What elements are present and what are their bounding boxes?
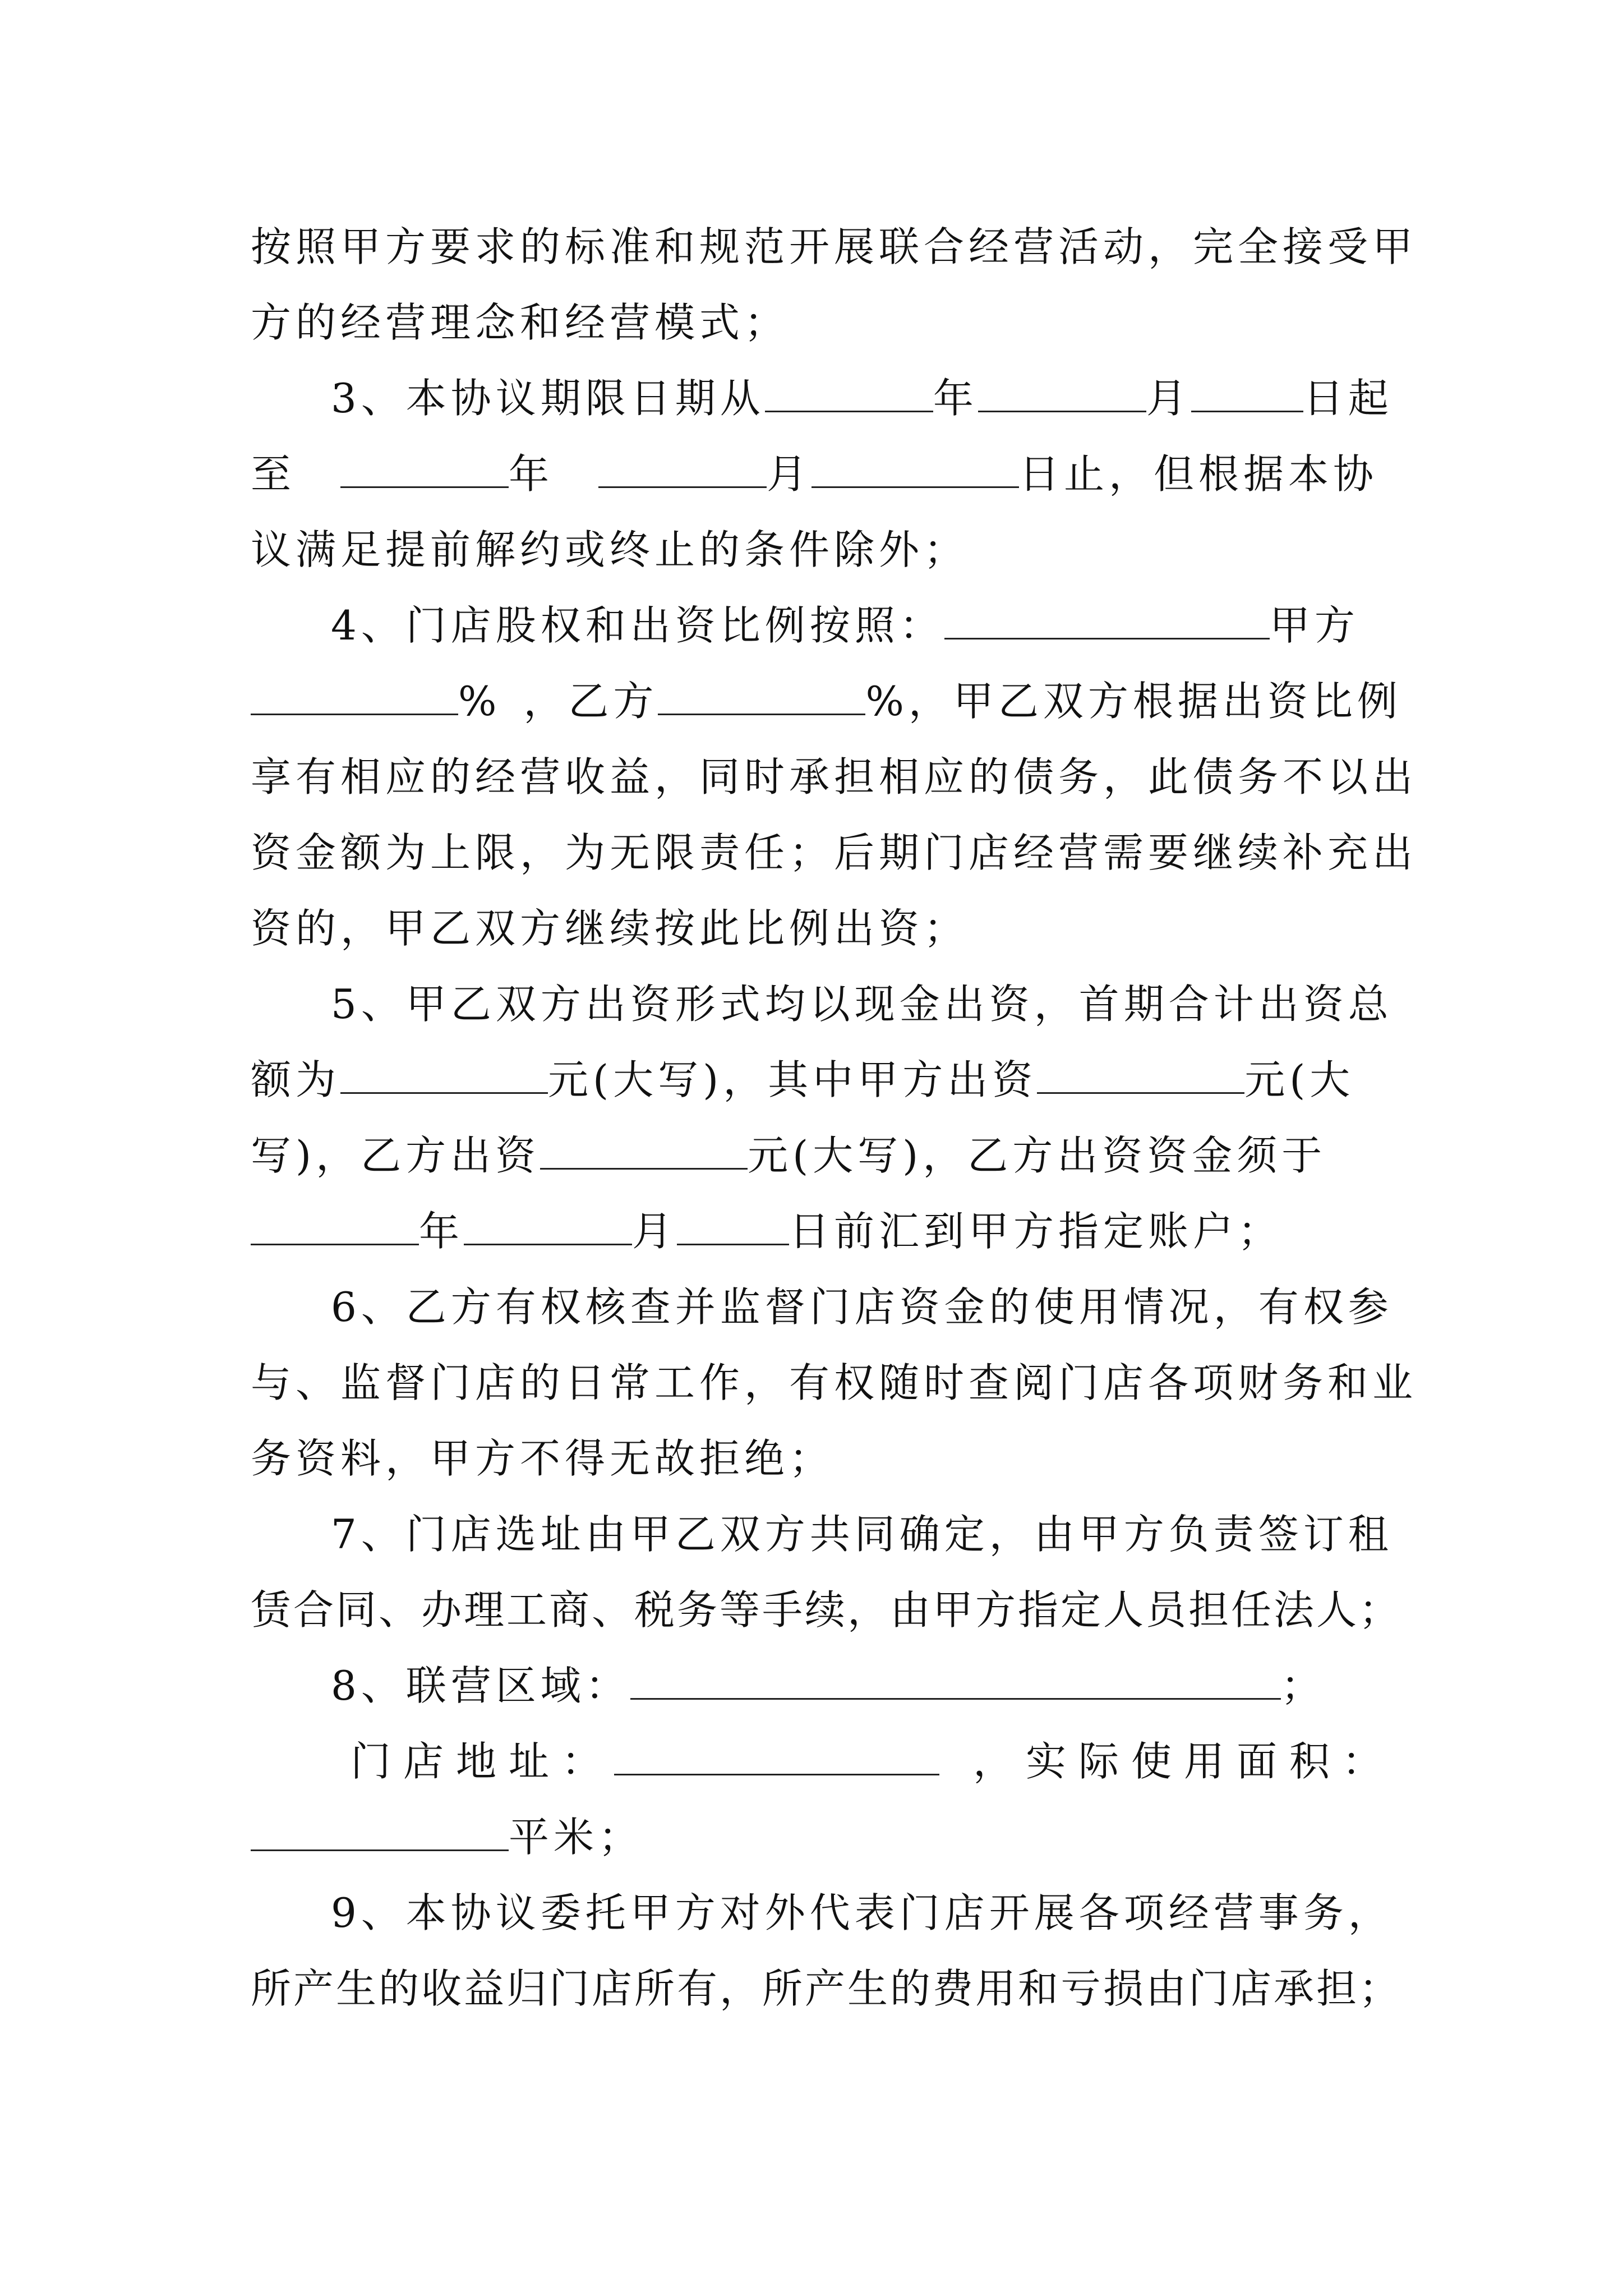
text-run: 所产生的收益归门店所有，所产生的费用和亏损由门店承担；: [251, 1965, 1402, 2012]
text-run: 门店地址：: [351, 1738, 615, 1785]
area-blank[interactable]: [251, 1813, 509, 1851]
paragraph-line: [251, 508, 1375, 592]
text-run: 8、联营区域：: [331, 1662, 630, 1709]
region-blank[interactable]: [630, 1662, 1281, 1700]
text-run: 至: [251, 450, 296, 498]
clause-5-line: [251, 1189, 1375, 1273]
text-run: 5、甲乙双方出资形式均以现金出资，首期合计出资总: [331, 981, 1393, 1028]
text-run: 享有相应的经营收益，同时承担相应的债务，此债务不以出: [251, 753, 1418, 800]
text-run: 年: [509, 450, 554, 498]
clause-5-line: [251, 1038, 1375, 1122]
text-run: 月: [632, 1208, 677, 1255]
clause-3-line: [331, 356, 1393, 440]
paragraph-line: [251, 280, 1375, 365]
paragraph-line: [251, 205, 1418, 289]
text-run: 资的，甲乙双方继续按此比例出资；: [251, 905, 969, 952]
text-run: 年: [933, 375, 978, 422]
text-run: 月: [1146, 375, 1191, 422]
store-address-blank[interactable]: [614, 1737, 939, 1775]
text-run: 元(大写)，乙方出资资金须于: [748, 1132, 1327, 1179]
text-run: %: [458, 678, 501, 725]
text-run: 额为: [251, 1056, 341, 1103]
text-run: 4、门店股权和出资比例按照：: [331, 602, 944, 649]
text-run: %，甲乙双方根据出资比例: [865, 678, 1402, 725]
paragraph-line: [251, 886, 1375, 970]
party-b-percent-blank[interactable]: [658, 677, 865, 715]
day-blank[interactable]: [811, 450, 1019, 488]
text-run: 6、乙方有权核查并监督门店资金的使用情况，有权参: [331, 1283, 1393, 1331]
clause-4-line: [251, 659, 1402, 743]
text-run: 9、本协议委托甲方对外代表门店开展各项经营事务，: [331, 1889, 1393, 1936]
text-run: 议满足提前解约或终止的条件除外；: [251, 526, 969, 573]
paragraph-line: [251, 1341, 1418, 1425]
text-run: 日止，但根据本协: [1019, 450, 1378, 498]
text-run: 日起: [1303, 375, 1393, 422]
party-a-percent-blank[interactable]: [251, 677, 458, 715]
month-blank[interactable]: [598, 450, 767, 488]
text-run: 赁合同、办理工商、税务等手续，由甲方指定人员担任法人；: [251, 1586, 1402, 1634]
text-run: 务资料，甲方不得无故拒绝；: [251, 1435, 834, 1482]
text-run: 方的经营理念和经营模式；: [251, 299, 790, 346]
total-amount-blank[interactable]: [340, 1056, 548, 1094]
text-run: 与、监督门店的日常工作，有权随时查阅门店各项财务和业: [251, 1359, 1418, 1406]
year-blank[interactable]: [251, 1207, 419, 1245]
text-run: 平米；: [509, 1814, 644, 1861]
text-run: 3、本协议期限日期从: [331, 375, 765, 422]
clause-5-line: [331, 962, 1393, 1046]
paragraph-line: [251, 811, 1418, 895]
clause-6-line: [331, 1265, 1393, 1349]
clause-5-line: [251, 1114, 1375, 1198]
text-run: ，实际使用面积：: [973, 1738, 1395, 1785]
paragraph-line: [251, 1568, 1402, 1652]
clause-8-line: [351, 1719, 1395, 1803]
clause-8-line: [331, 1644, 1375, 1728]
text-run: ，乙方: [523, 678, 658, 725]
clause-8-line: [251, 1795, 1375, 1879]
text-run: 元(大写)，其中甲方出资: [548, 1056, 1038, 1103]
paragraph-line: [251, 735, 1418, 819]
paragraph-line: [251, 1416, 1375, 1501]
paragraph-line: [251, 1947, 1402, 2031]
text-run: 元(大: [1244, 1056, 1355, 1103]
ratio-blank[interactable]: [944, 601, 1270, 639]
day-blank[interactable]: [1191, 374, 1303, 412]
clause-3-line: [251, 432, 1378, 516]
text-run: 月: [767, 450, 812, 498]
text-run: 写)，乙方出资: [251, 1132, 541, 1179]
year-blank[interactable]: [340, 450, 509, 488]
month-blank[interactable]: [978, 374, 1146, 412]
clause-9-line: [331, 1871, 1393, 1955]
party-b-amount-blank[interactable]: [540, 1131, 748, 1170]
text-run: 年: [419, 1208, 464, 1255]
text-run: 甲方: [1269, 602, 1359, 649]
month-blank[interactable]: [464, 1207, 632, 1245]
clause-7-line: [331, 1492, 1393, 1576]
text-run: 按照甲方要求的标准和规范开展联合经营活动，完全接受甲: [251, 223, 1418, 270]
day-blank[interactable]: [677, 1207, 789, 1245]
text-run: 7、门店选址由甲乙双方共同确定，由甲方负责签订租: [331, 1511, 1393, 1558]
text-run: ；: [1280, 1662, 1326, 1709]
year-blank[interactable]: [765, 374, 933, 412]
party-a-amount-blank[interactable]: [1037, 1056, 1244, 1094]
text-run: 资金额为上限，为无限责任；后期门店经营需要继续补充出: [251, 829, 1418, 876]
clause-4-line: [331, 583, 1375, 668]
text-run: 日前汇到甲方指定账户；: [789, 1208, 1283, 1255]
